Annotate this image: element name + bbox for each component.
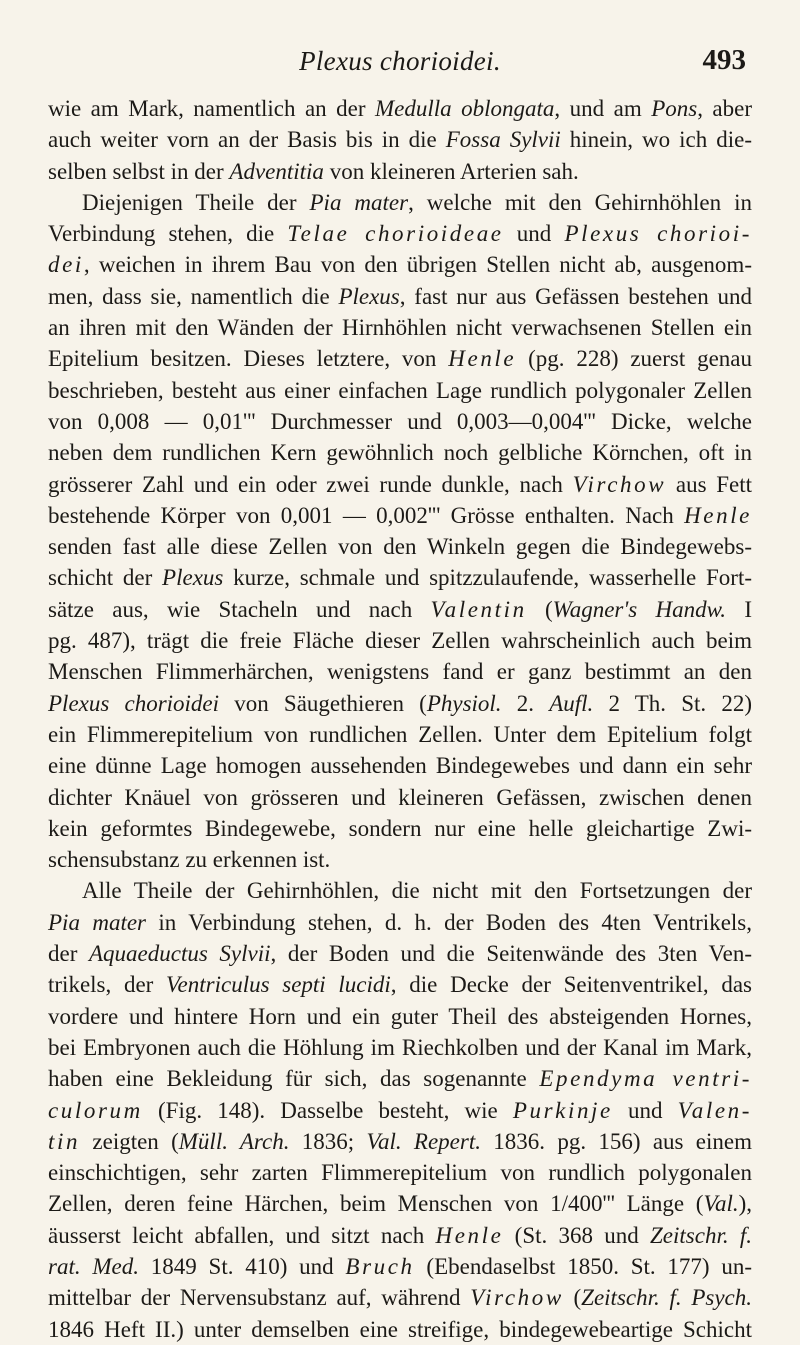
text-line: äusserst leicht abfallen, und sitzt nach Henle (St. 368 und Zeitschr. f.: [48, 1222, 752, 1248]
text-line: Diejenigen Theile der Pia mater, welche mit den Gehirnhöhlen in: [82, 189, 752, 215]
text-line: mittelbar der Nervensubstanz auf, während Virchow (Zeitschr. f. Psych.: [48, 1285, 753, 1311]
text-line: Zellen, deren feine Härchen, beim Menschen von 1/400''' Länge (Val.),: [48, 1191, 752, 1217]
running-title: Plexus chorioidei.: [299, 46, 501, 76]
text-line: 1846 Heft II.) unter demselben eine streifige, bindegewebeartige Schicht: [48, 1316, 752, 1342]
text-line: Verbindung stehen, die Telae chorioideae und Plexus chorioi-: [48, 221, 753, 247]
text-line: culorum (Fig. 148). Dasselbe besteht, wie Purkinje und Valen-: [48, 1097, 753, 1123]
text-line: schensubstanz zu erkennen ist.: [48, 847, 331, 873]
text-line: trikels, der Ventriculus septi lucidi, die Decke der Seitenventrikel, das: [48, 972, 752, 998]
text-line: neben dem rundlichen Kern gewöhnlich noch gelbliche Körnchen, oft in: [48, 440, 752, 466]
text-line: einschichtigen, sehr zarten Flimmerepitelium von rundlich polygonalen: [48, 1160, 752, 1186]
text-line: ein Flimmerepitelium von rundlichen Zellen. Unter dem Epitelium folgt: [48, 721, 752, 747]
text-line: auch weiter vorn an der Basis bis in die Fossa Sylvii hinein, wo ich die-: [48, 127, 752, 153]
text-line: rat. Med. 1849 St. 410) und Bruch (Ebendaselbst 1850. St. 177) un-: [48, 1253, 752, 1279]
page-header: [48, 44, 752, 84]
text-line: selben selbst in der Adventitia von kleineren Arterien sah.: [48, 158, 579, 184]
text-line: an ihren mit den Wänden der Hirnhöhlen nicht verwachsenen Stellen ein: [48, 315, 752, 341]
text-line: der Aquaeductus Sylvii, der Boden und die Seitenwände des 3ten Ven-: [48, 941, 752, 967]
text-line: von 0,008 — 0,01''' Durchmesser und 0,003—0,004''' Dicke, welche: [48, 408, 752, 434]
text-line: schicht der Plexus kurze, schmale und spitzzulaufende, wasserhelle Fort-: [48, 565, 752, 591]
body-text: [48, 93, 752, 1345]
text-line: pg. 487), trägt die freie Fläche dieser Zellen wahrscheinlich auch beim: [48, 628, 752, 654]
text-line: Alle Theile der Gehirnhöhlen, die nicht mit den Fortsetzungen der: [82, 878, 752, 904]
text-line: senden fast alle diese Zellen von den Winkeln gegen die Bindegewebs-: [48, 534, 752, 560]
text-line: beschrieben, besteht aus einer einfachen Lage rundlich polygonaler Zellen: [48, 377, 752, 403]
text-line: dichter Knäuel von grösseren und kleineren Gefässen, zwischen denen: [48, 784, 752, 810]
page-number: 493: [702, 44, 746, 76]
text-line: bei Embryonen auch die Höhlung im Riechkolben und der Kanal im Mark,: [48, 1034, 752, 1060]
text-line: Plexus chorioidei von Säugethieren (Physiol. 2. Aufl. 2 Th. St. 22): [48, 690, 752, 716]
text-line: bestehende Körper von 0,001 — 0,002''' Grösse enthalten. Nach Henle: [48, 502, 752, 528]
text-line: Epitelium besitzen. Dieses letztere, von Henle (pg. 228) zuerst genau: [48, 346, 753, 372]
text-line: tin zeigten (Müll. Arch. 1836; Val. Repert. 1836. pg. 156) aus einem: [48, 1128, 752, 1154]
text-line: vordere und hintere Horn und ein guter Theil des absteigenden Hornes,: [48, 1003, 752, 1029]
text-line: kein geformtes Bindegewebe, sondern nur eine helle gleichartige Zwi-: [48, 815, 752, 841]
text-line: Pia mater in Verbindung stehen, d. h. der Boden des 4ten Ventrikels,: [48, 909, 752, 935]
text-line: grösserer Zahl und ein oder zwei runde dunkle, nach Virchow aus Fett: [48, 471, 752, 497]
text-line: Menschen Flimmerhärchen, wenigstens fand er ganz bestimmt an den: [48, 659, 752, 685]
text-line: eine dünne Lage homogen aussehenden Bindegewebes und dann ein sehr: [48, 753, 752, 779]
text-line: sätze aus, wie Stacheln und nach Valentin (Wagner's Handw. I: [48, 596, 752, 622]
text-line: haben eine Bekleidung für sich, das sogenannte Ependyma ventri-: [48, 1066, 752, 1092]
text-line: dei, weichen in ihrem Bau von den übrigen Stellen nicht ab, ausgenom-: [48, 252, 752, 278]
text-line: wie am Mark, namentlich an der Medulla oblongata, und am Pons, aber: [48, 96, 752, 121]
text-line: men, dass sie, namentlich die Plexus, fast nur aus Gefässen bestehen und: [48, 283, 752, 309]
